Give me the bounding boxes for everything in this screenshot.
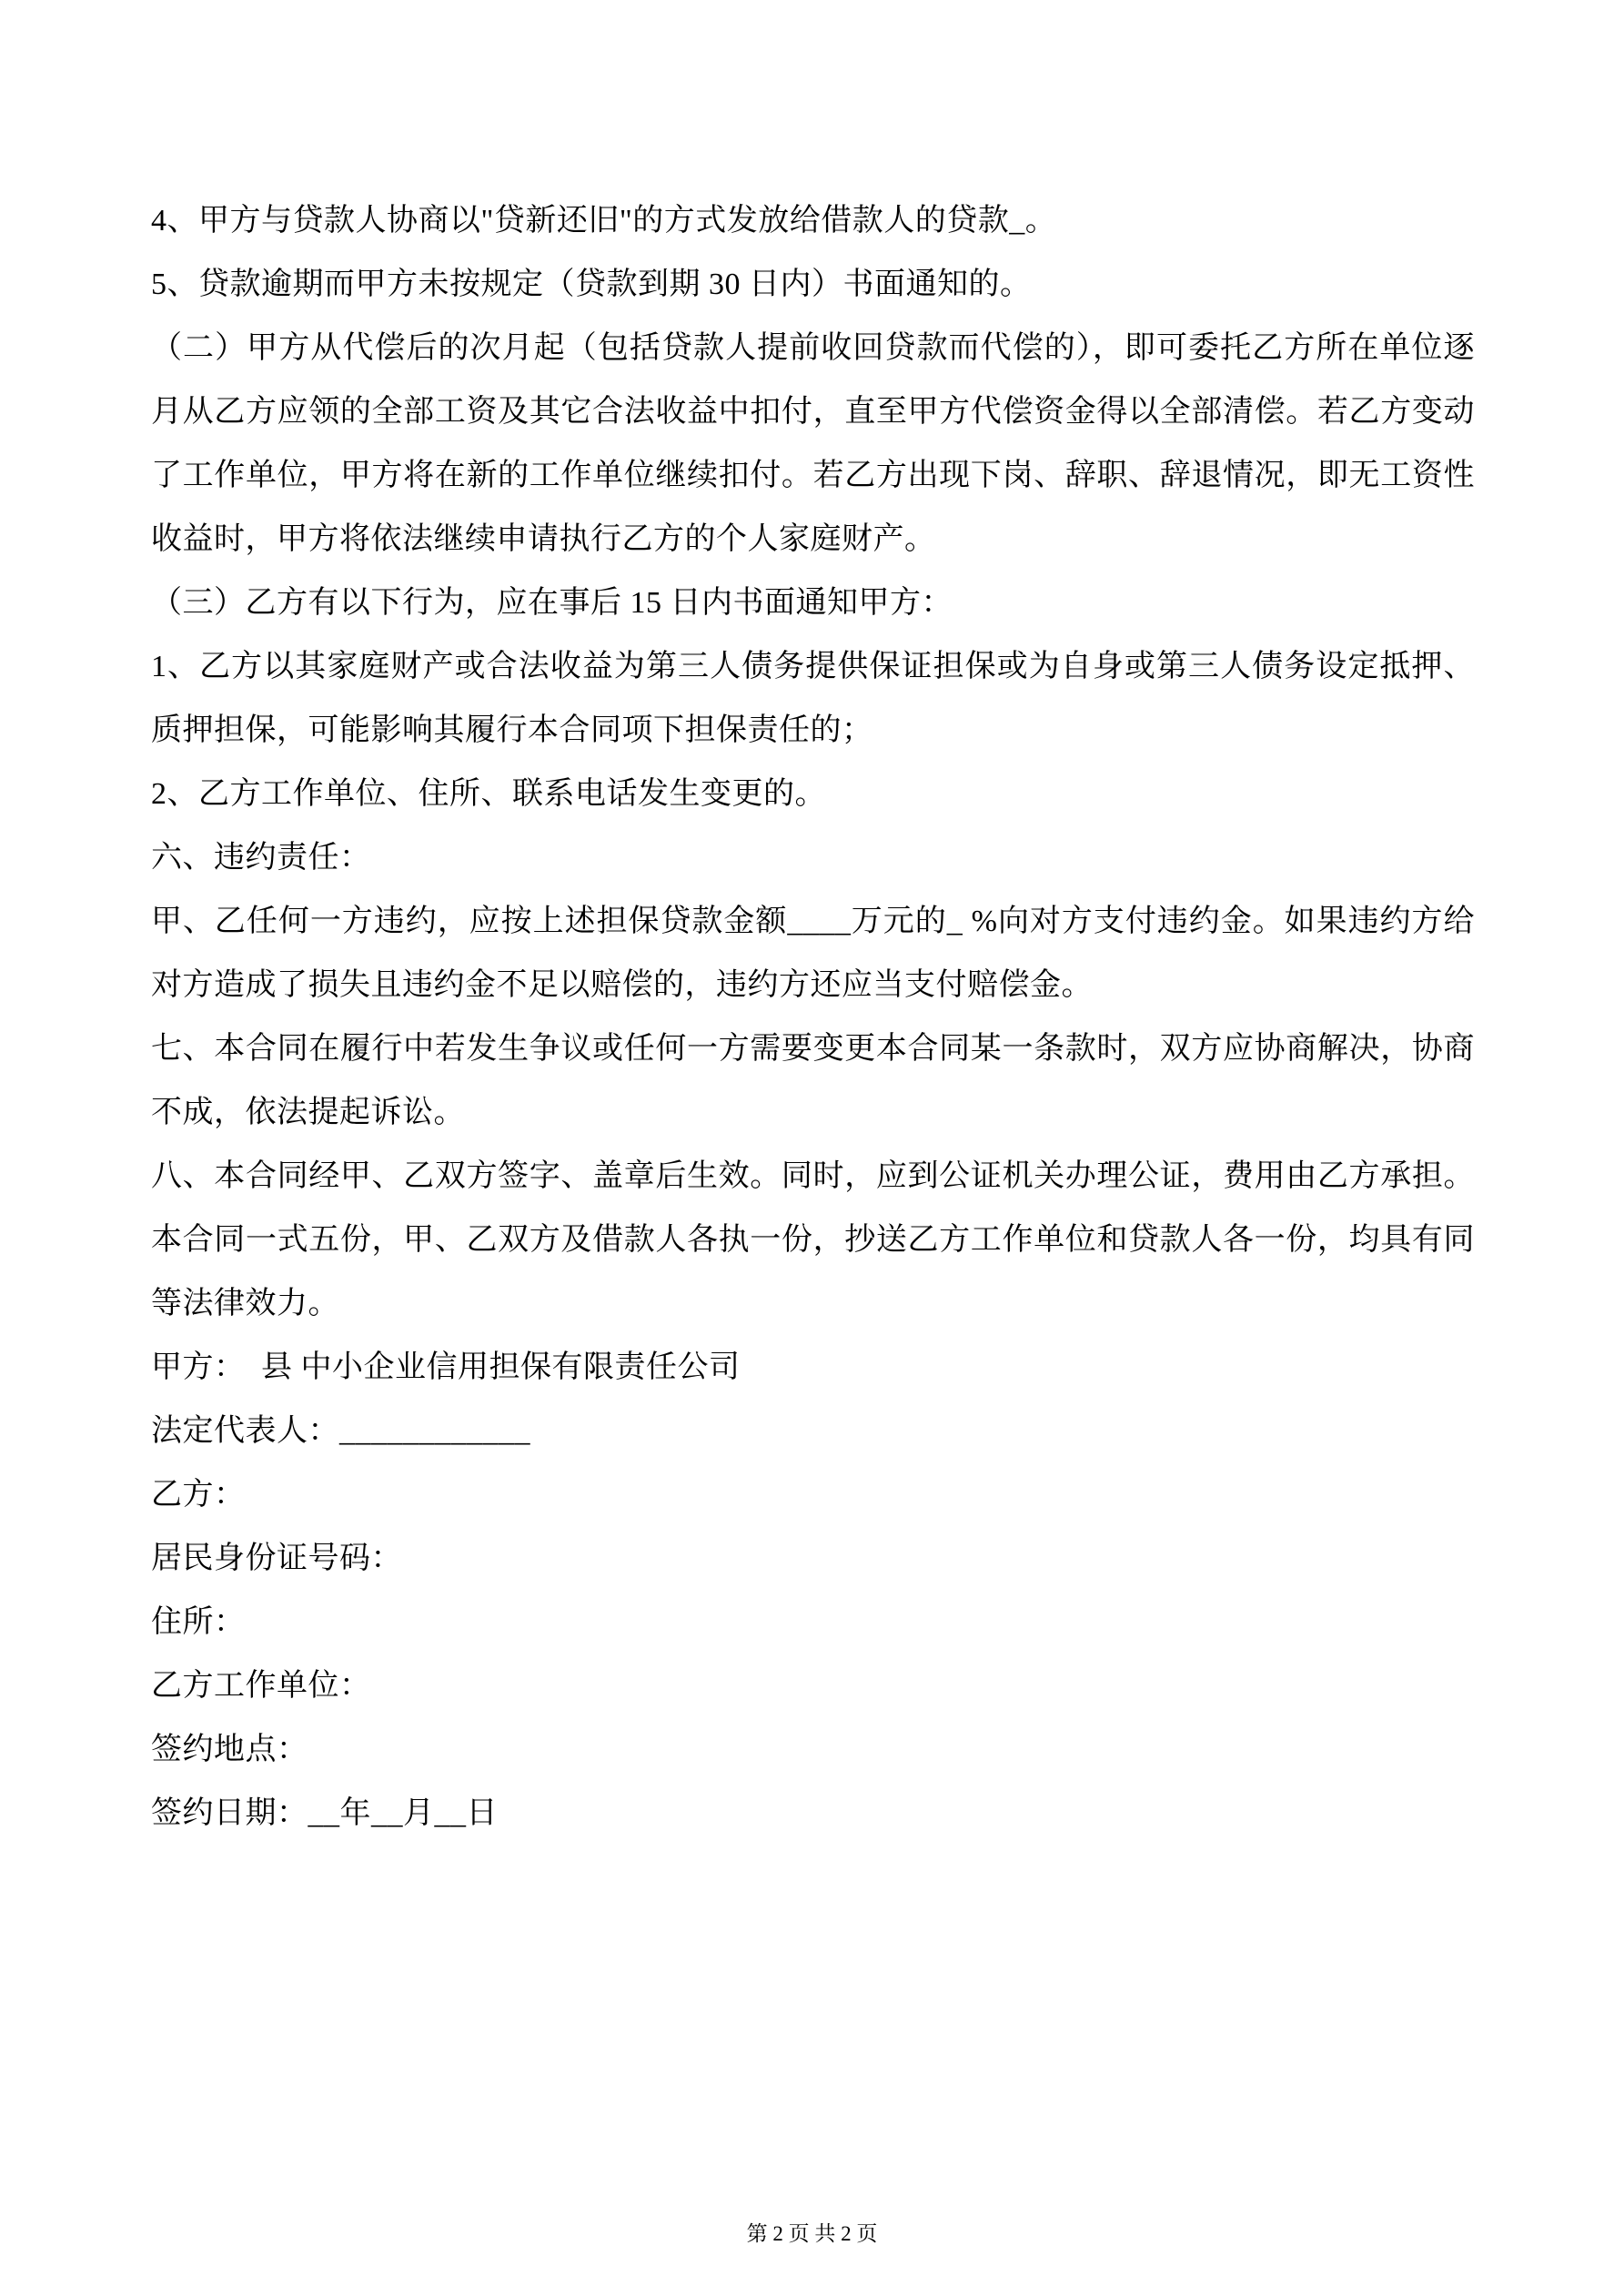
clause-section-3: （三）乙方有以下行为，应在事后 15 日内书面通知甲方： bbox=[151, 586, 953, 620]
section-8-effectiveness-clause: 八、本合同经甲、乙双方签字、盖章后生效。同时，应到公证机关办理公证，费用由乙方承担。本合同一式五份，甲、乙双方及借款人各执一份，抄送乙方工作单位和贷款人各一份，均具有同等法律效力。 bbox=[151, 1159, 1475, 1320]
party-b-employer-line: 乙方工作单位： bbox=[151, 1669, 371, 1703]
party-a-line: 甲方： 县 中小企业信用担保有限责任公司 bbox=[151, 1350, 741, 1384]
notice-item-2: 2、乙方工作单位、住所、联系电话发生变更的。 bbox=[151, 777, 826, 811]
breach-penalty-clause: 甲、乙任何一方违约，应按上述担保贷款金额____万元的_ %向对方支付违约金。如果违约方给对方造成了损失且违约金不足以赔偿的，违约方还应当支付赔偿金。 bbox=[151, 905, 1475, 1002]
document-body bbox=[151, 189, 1475, 1846]
clause-item-5: 5、贷款逾期而甲方未按规定（贷款到期 30 日内）书面通知的。 bbox=[151, 268, 1032, 301]
page-number-indicator: 第 2 页 共 2 页 bbox=[746, 2222, 878, 2245]
residence-line: 住所： bbox=[151, 1605, 246, 1639]
legal-representative-line: 法定代表人：____________ bbox=[151, 1414, 530, 1448]
clause-item-4: 4、甲方与贷款人协商以"贷新还旧"的方式发放给借款人的贷款_。 bbox=[151, 204, 1057, 238]
section-7-dispute-clause: 七、本合同在履行中若发生争议或任何一方需要变更本合同某一条款时，双方应协商解决，协商不成，依法提起诉讼。 bbox=[151, 1032, 1475, 1129]
signing-date-line: 签约日期：__年__月__日 bbox=[151, 1796, 498, 1830]
signing-place-line: 签约地点： bbox=[151, 1733, 308, 1766]
notice-item-1: 1、乙方以其家庭财产或合法收益为第三人债务提供保证担保或为自身或第三人债务设定抵押、质押担保，可能影响其履行本合同项下担保责任的； bbox=[151, 650, 1475, 747]
party-b-line: 乙方： bbox=[151, 1478, 246, 1512]
clause-section-2: （二）甲方从代偿后的次月起（包括贷款人提前收回贷款而代偿的），即可委托乙方所在单位逐月从乙方应领的全部工资及其它合法收益中扣付，直至甲方代偿资金得以全部清偿。若乙方变动了工作单位，甲方将在新的工作单位继续扣付。若乙方出现下岗、辞职、辞退情况，即无工资性收益时，甲方将依法继续申请执行乙方的个人家庭财产。 bbox=[151, 331, 1475, 556]
id-number-line: 居民身份证号码： bbox=[151, 1542, 402, 1575]
section-6-breach-title: 六、违约责任： bbox=[151, 841, 371, 875]
